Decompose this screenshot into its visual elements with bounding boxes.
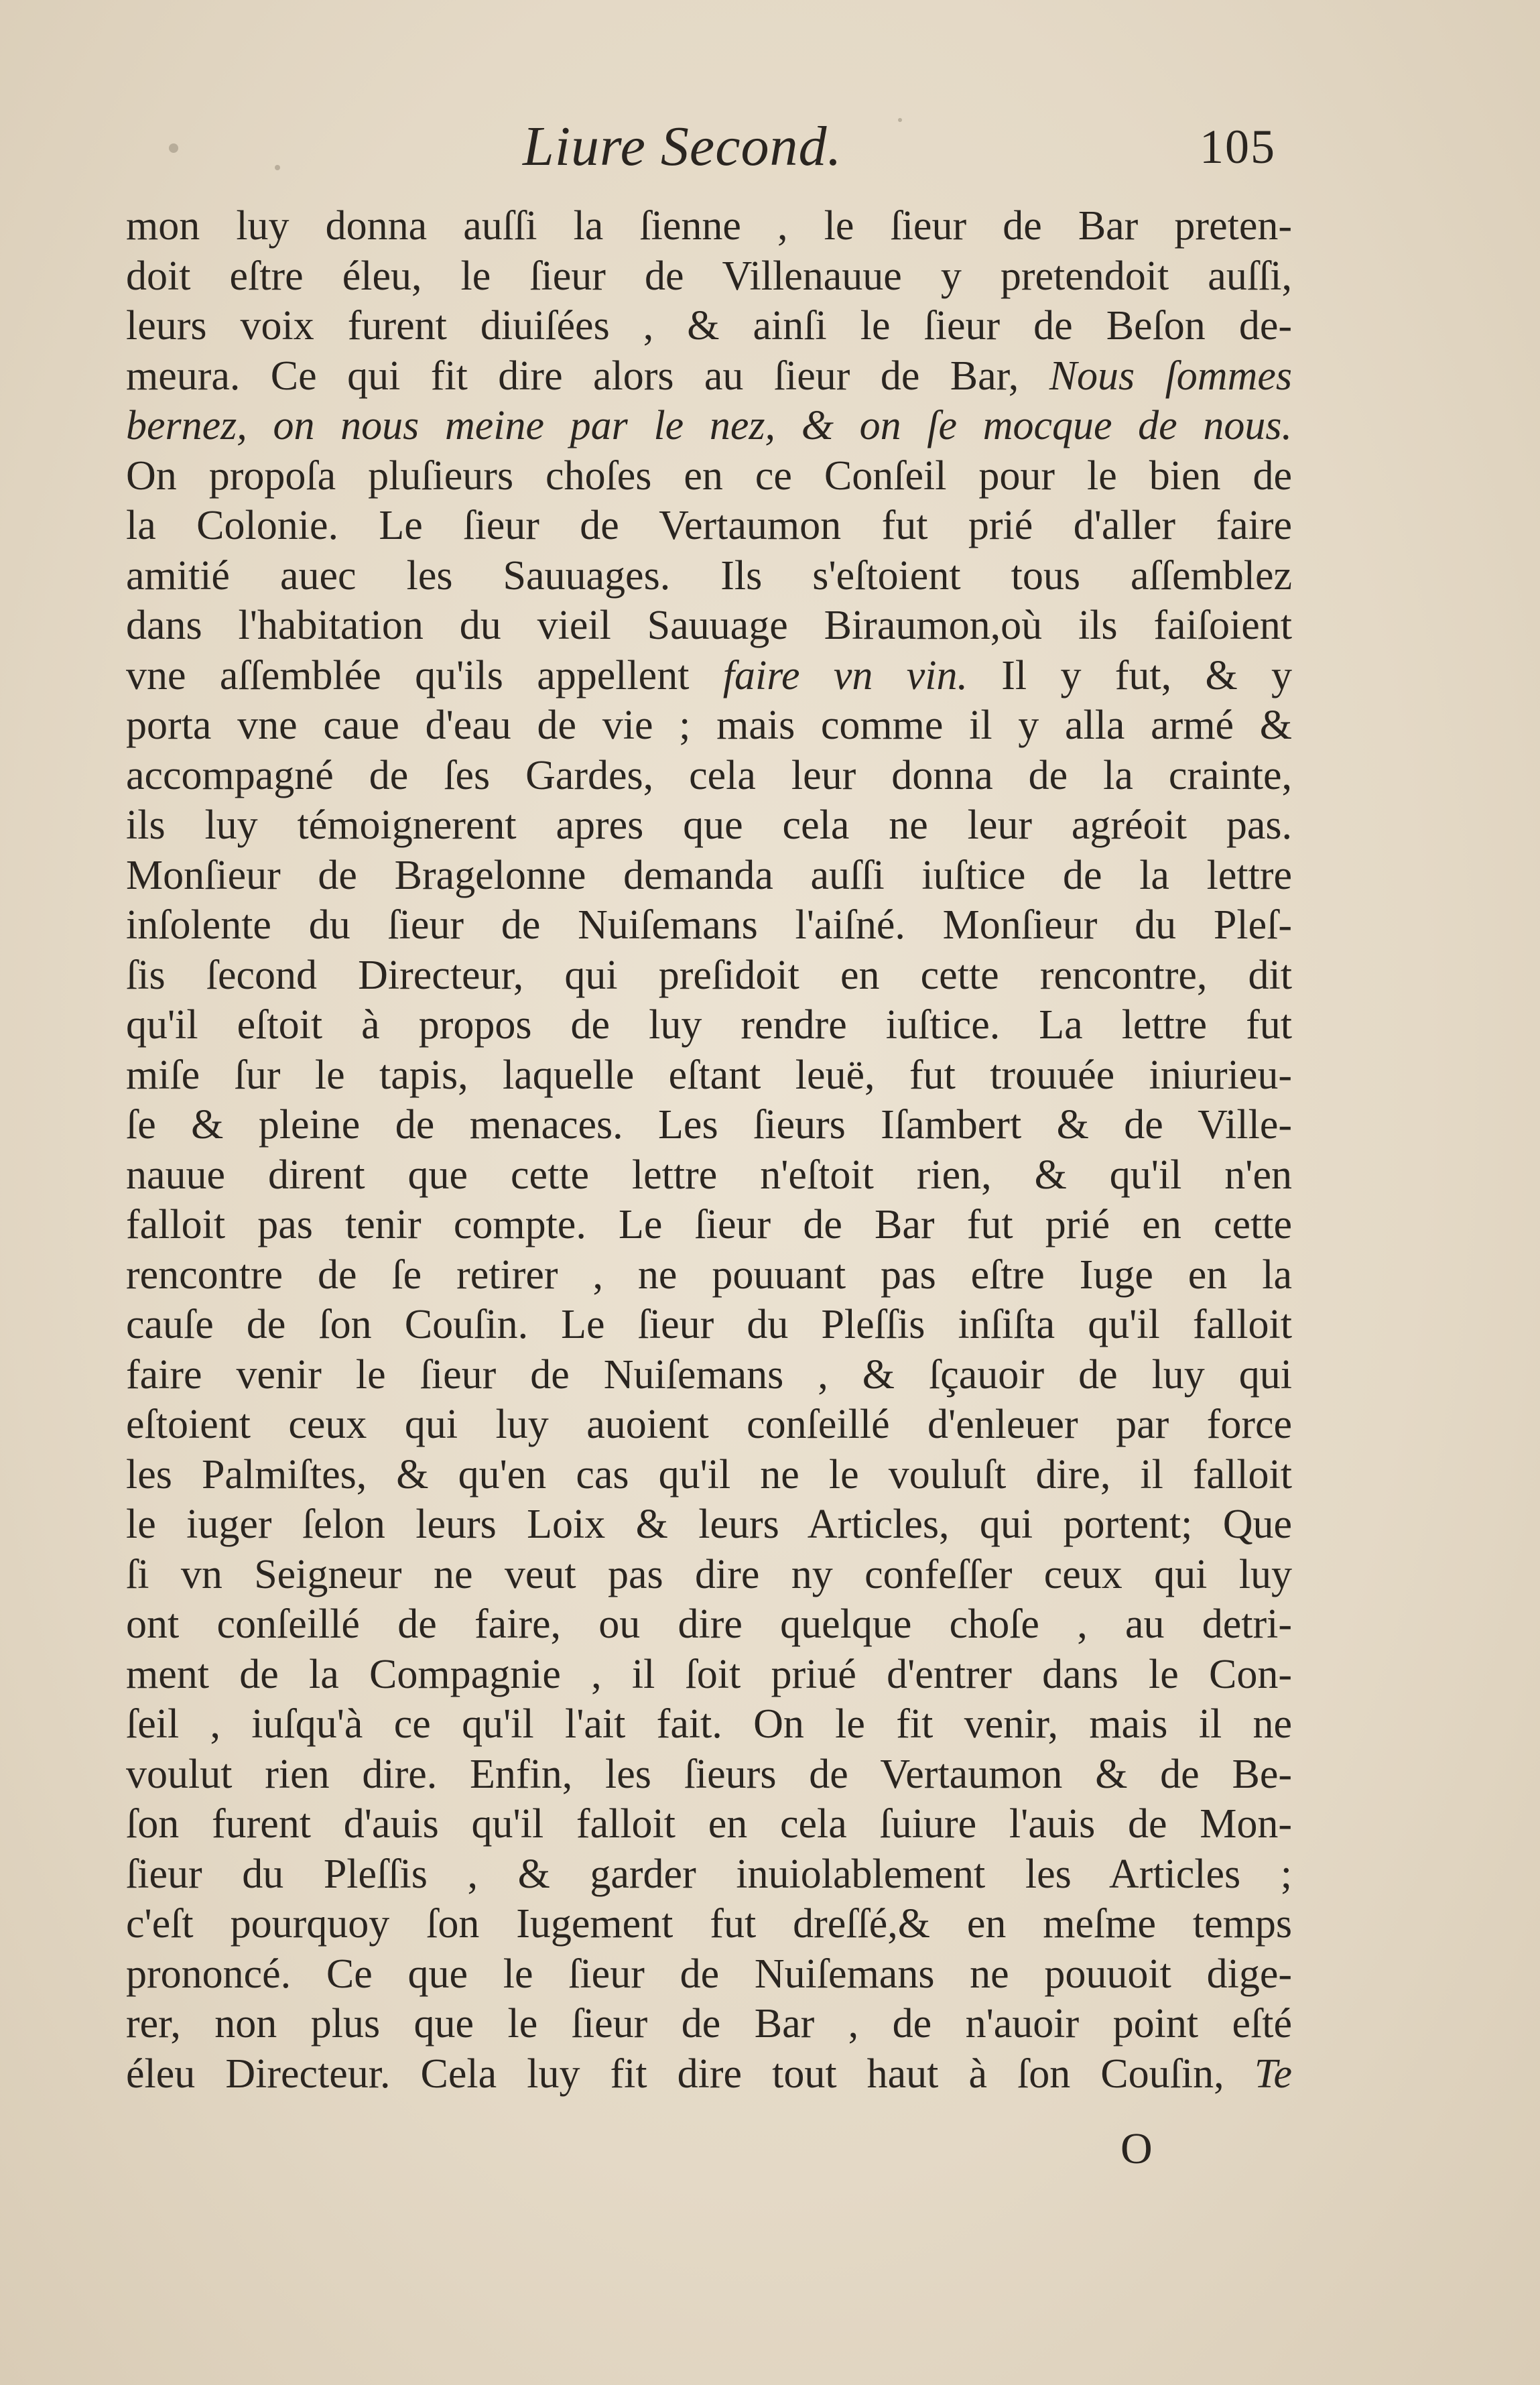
text-line (126, 800, 1292, 851)
text-line (126, 1000, 1292, 1050)
text-line (126, 1450, 1292, 1500)
text-line-roman: ſe & pleine de menaces. Les ſieurs Iſambert & de Ville- (126, 1102, 1292, 1148)
text-line-roman: la Colonie. Le ſieur de Vertaumon fut prié d'aller faire (126, 503, 1292, 548)
text-line (126, 751, 1292, 801)
text-line-roman: eſtoient ceux qui luy auoient conſeillé d'enleuer par force (126, 1402, 1292, 1447)
text-line (126, 1050, 1292, 1101)
text-line (126, 1200, 1292, 1250)
text-line-roman: ſeil , iuſqu'à ce qu'il l'ait fait. On le fit venir, mais il ne (126, 1701, 1292, 1747)
text-line-italic: Nous ſommes (1049, 353, 1293, 399)
text-line (126, 951, 1292, 1001)
text-line-roman: On propoſa pluſieurs choſes en ce Conſeil pour le bien de (126, 452, 1292, 499)
body-text (126, 201, 1292, 2099)
text-line-roman: ſis ſecond Directeur, qui preſidoit en cette rencontre, dit (126, 952, 1292, 998)
text-line-roman: meura. Ce qui fit dire alors au ſieur de Bar, (126, 353, 1049, 399)
text-line (126, 1799, 1292, 1849)
text-line (126, 651, 1292, 701)
text-line-roman: Il y fut, & y (967, 652, 1292, 698)
text-line-roman: Monſieur de Bragelonne demanda auſſi iuſtice de la lettre (126, 852, 1292, 898)
text-line-roman: ſon furent d'auis qu'il falloit en cela ſuiure l'auis de Mon- (126, 1801, 1292, 1847)
text-line (126, 1500, 1292, 1550)
text-line (126, 700, 1292, 751)
text-line-roman: ils luy témoignerent apres que cela ne leur agréoit pas. (126, 802, 1292, 848)
text-line-roman: porta vne caue d'eau de vie ; mais comme il y alla armé & (126, 702, 1292, 748)
text-line (126, 251, 1292, 302)
text-line-roman: ont conſeillé de faire, ou dire quelque choſe , au detri- (126, 1601, 1292, 1647)
text-line-roman: leurs voix furent diuiſées , & ainſi le ſieur de Beſon de- (126, 303, 1292, 349)
text-line-roman: nauue dirent que cette lettre n'eſtoit rien, & qu'il n'en (126, 1152, 1292, 1198)
text-line (126, 551, 1292, 601)
text-line-italic: bernez, on nous meine par le nez, & on ſe mocque de nous. (126, 403, 1292, 448)
text-line-roman: éleu Directeur. Cela luy fit dire tout haut à ſon Couſin, (126, 2051, 1255, 2097)
text-line-roman: dans l'habitation du vieil Sauuage Biraumon,où ils faiſoient (126, 603, 1292, 648)
catchword: O (1120, 2124, 1153, 2173)
text-line (126, 1300, 1292, 1350)
text-line-roman: cauſe de ſon Couſin. Le ſieur du Pleſſis inſiſta qu'il falloit (126, 1302, 1292, 1347)
text-line-roman: amitié auec les Sauuages. Ils s'eſtoient tous aſſemblez (126, 552, 1292, 599)
text-line-italic: Te (1254, 2051, 1292, 2097)
text-line-roman: falloit pas tenir compte. Le ſieur de Bar fut prié en cette (126, 1202, 1292, 1247)
text-line (126, 351, 1292, 402)
text-line (126, 1400, 1292, 1450)
text-line (126, 401, 1292, 451)
text-line-roman: prononcé. Ce que le ſieur de Nuiſemans ne pouuoit dige- (126, 1951, 1292, 1997)
text-line-roman: rer, non plus que le ſieur de Bar , de n'auoir point eſté (126, 2001, 1292, 2046)
text-line-roman: miſe ſur le tapis, laquelle eſtant leuë, fut trouuée iniurieu- (126, 1052, 1292, 1098)
text-line-roman: doit eſtre éleu, le ſieur de Villenauue y pretendoit auſſi, (126, 253, 1292, 299)
text-line (126, 1550, 1292, 1600)
text-line (126, 201, 1292, 251)
text-line (126, 1999, 1292, 2049)
text-line-roman: ſi vn Seigneur ne veut pas dire ny confeſſer ceux qui luy (126, 1551, 1292, 1597)
text-line-roman: c'eſt pourquoy ſon Iugement fut dreſſé,& en meſme temps (126, 1901, 1292, 1947)
text-line (126, 1849, 1292, 1900)
text-line-roman: faire venir le ſieur de Nuiſemans , & ſçauoir de luy qui (126, 1351, 1292, 1398)
text-line-roman: le iuger ſelon leurs Loix & leurs Articles, qui portent; Que (126, 1502, 1292, 1547)
text-line (126, 1599, 1292, 1650)
text-line-roman: mon luy donna auſſi la ſienne , le ſieur de Bar preten- (126, 203, 1292, 249)
text-line-roman: les Palmiſtes, & qu'en cas qu'il ne le vouluſt dire, il falloit (126, 1451, 1292, 1497)
text-line-roman: inſolente du ſieur de Nuiſemans l'aiſné. Monſieur du Pleſ- (126, 902, 1292, 948)
text-line (126, 1949, 1292, 2000)
text-line (126, 1100, 1292, 1150)
text-line (126, 1250, 1292, 1300)
text-line (126, 301, 1292, 351)
text-line (126, 451, 1292, 501)
text-line (126, 1899, 1292, 1949)
text-line-roman: ment de la Compagnie , il ſoit priué d'entrer dans le Con- (126, 1651, 1292, 1697)
page-number: 105 (1200, 120, 1276, 174)
text-line (126, 1150, 1292, 1201)
text-line-roman: voulut rien dire. Enfin, les ſieurs de Vertaumon & de Be- (126, 1751, 1292, 1797)
text-line-roman: accompagné de ſes Gardes, cela leur donna de la crainte, (126, 752, 1292, 798)
text-line-italic: faire vn vin. (722, 652, 968, 698)
text-line (126, 1350, 1292, 1400)
text-line (126, 1750, 1292, 1800)
text-line (126, 501, 1292, 551)
text-line (126, 1699, 1292, 1750)
running-title: Liure Second. (523, 115, 842, 178)
text-line-roman: rencontre de ſe retirer , ne pouuant pas eſtre Iuge en la (126, 1251, 1292, 1298)
text-line-roman: qu'il eſtoit à propos de luy rendre iuſtice. La lettre fut (126, 1002, 1292, 1048)
text-line-roman: vne aſſemblée qu'ils appellent (126, 652, 723, 698)
running-header (0, 114, 1540, 188)
text-line (126, 601, 1292, 651)
text-line (126, 851, 1292, 901)
text-line (126, 900, 1292, 951)
text-line (126, 1650, 1292, 1700)
text-line (126, 2049, 1292, 2099)
text-line-roman: ſieur du Pleſſis , & garder inuiolablement les Articles ; (126, 1851, 1292, 1897)
